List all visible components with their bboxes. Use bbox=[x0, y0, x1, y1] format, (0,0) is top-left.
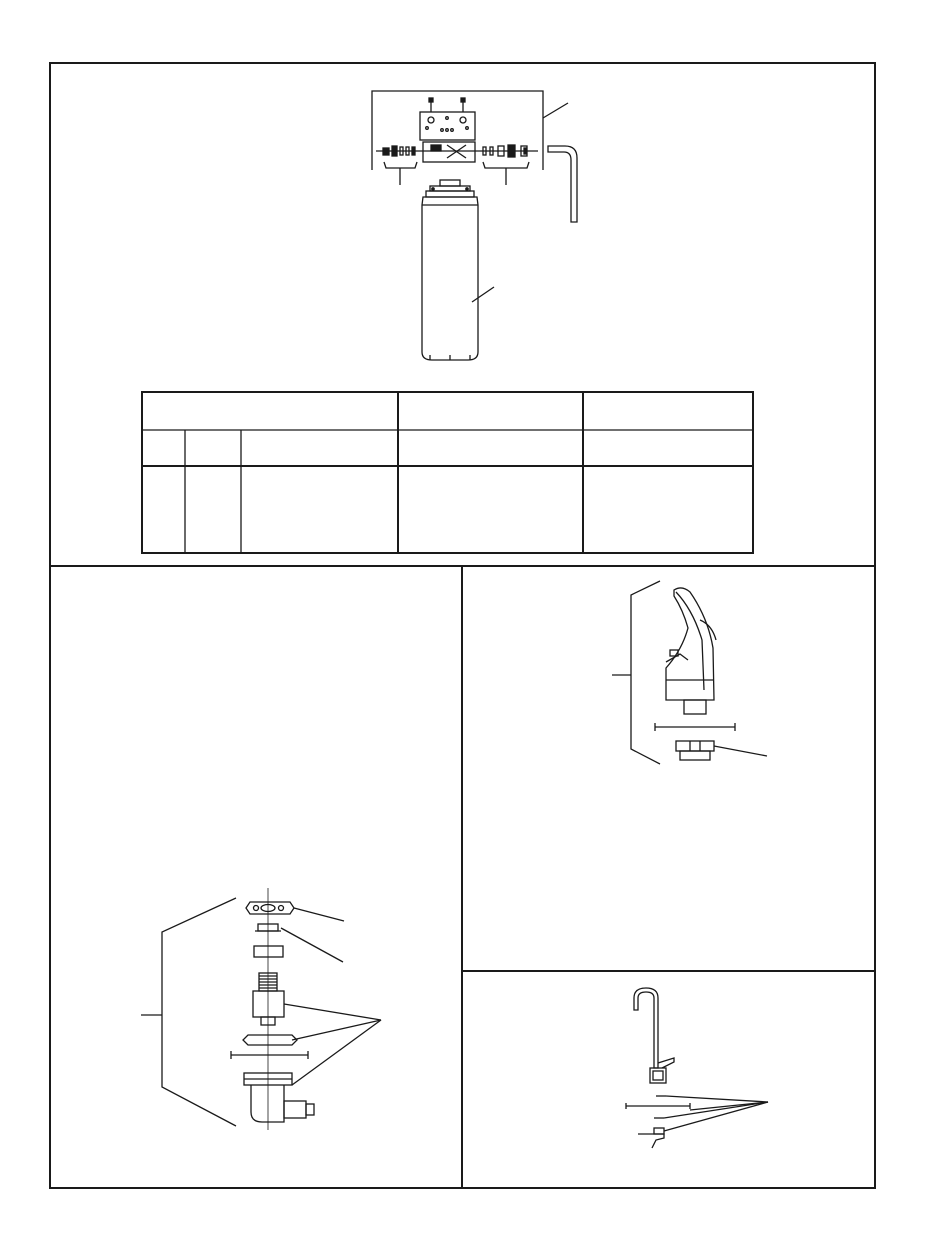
base-kit-bracket bbox=[162, 898, 236, 1126]
cartridge-leader bbox=[472, 287, 494, 302]
spec-table bbox=[142, 392, 753, 553]
filter-cartridge bbox=[422, 197, 478, 360]
spacer bbox=[254, 946, 283, 957]
cartridge-cap bbox=[426, 180, 474, 197]
outlet-fittings bbox=[475, 145, 538, 185]
decorative-cap bbox=[246, 902, 294, 914]
cap-leader bbox=[294, 908, 344, 921]
gooseneck-spout bbox=[634, 988, 658, 1068]
mounting-screw-right bbox=[461, 98, 465, 112]
nuts-leaders bbox=[284, 1004, 381, 1085]
spout-escutcheon-bar bbox=[655, 723, 735, 731]
base-body bbox=[244, 1073, 314, 1122]
filter-head bbox=[423, 142, 475, 162]
gooseneck-washers bbox=[626, 1096, 690, 1148]
head-kit-leader bbox=[543, 103, 568, 118]
mounting-screw-left bbox=[429, 98, 433, 112]
faucet-spout-kit-panel bbox=[612, 581, 767, 764]
mounting-bracket bbox=[420, 112, 475, 140]
filter-assembly-panel bbox=[142, 91, 753, 553]
hex-key-wrench bbox=[548, 146, 577, 222]
washer-leader bbox=[281, 928, 343, 962]
inlet-fittings bbox=[376, 146, 423, 185]
gooseneck-faucet-kit-panel bbox=[626, 988, 768, 1148]
mounting-nut bbox=[253, 991, 284, 1025]
faucet-base-kit-panel bbox=[141, 888, 381, 1130]
spout-mounting-nut bbox=[676, 741, 714, 760]
spout-kit-bracket bbox=[631, 581, 660, 764]
escutcheon-bar bbox=[231, 1051, 308, 1059]
flat-nut bbox=[243, 1035, 297, 1045]
gooseneck-leaders bbox=[664, 1096, 768, 1131]
head-kit-bracket bbox=[372, 91, 543, 170]
spout-faucet-body bbox=[666, 588, 716, 714]
spout-nut-leader bbox=[714, 746, 767, 756]
threaded-shank bbox=[259, 973, 277, 991]
